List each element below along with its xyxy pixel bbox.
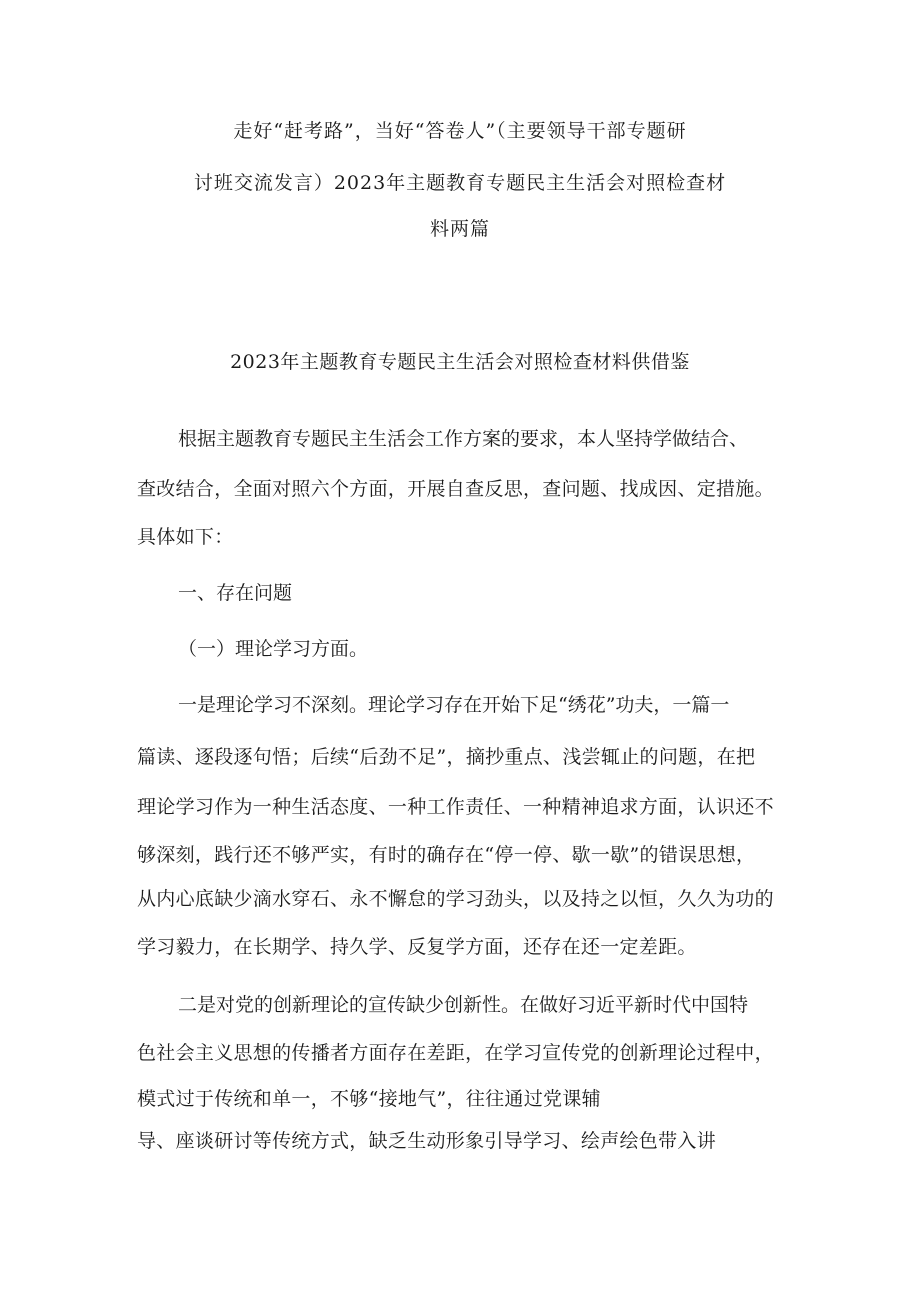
paragraph1-line-2: 篇读、逐段逐句悟；后续“后劲不足”，摘抄重点、浅尝辄止的问题，在把	[137, 746, 756, 768]
paragraph2-line-3: 模式过于传统和单一，不够“接地气”，往往通过党课辅	[137, 1088, 601, 1110]
title-line-3: 料两篇	[429, 218, 490, 240]
section-heading: 一、存在问题	[178, 582, 293, 604]
intro-line-1: 根据主题教育专题民主生活会工作方案的要求，本人坚持学做结合、	[178, 428, 749, 450]
paragraph1-line-5: 从内心底缺少滴水穿石、永不懈怠的学习劲头，以及持之以恒，久久为功的	[137, 888, 774, 910]
paragraph2-line-4: 导、座谈研讨等传统方式，缺乏生动形象引导学习、绘声绘色带入讲	[137, 1130, 717, 1152]
paragraph1-line-4: 够深刻，践行还不够严实，有时的确存在“停一停、歇一歇”的错误思想，	[137, 844, 756, 866]
paragraph1-line-6: 学习毅力，在长期学、持久学、反复学方面，还存在还一定差距。	[137, 936, 697, 958]
intro-line-2: 查改结合，全面对照六个方面，开展自查反思，查问题、找成因、定措施。	[137, 478, 774, 500]
title-line-2: 讨班交流发言）2023年主题教育专题民主生活会对照检查材	[193, 172, 727, 194]
title-line-1: 走好“赶考路”，当好“答卷人”（主要领导干部专题研	[233, 120, 687, 142]
paragraph1-line-1: 一是理论学习不深刻。理论学习存在开始下足“绣花”功夫，一篇一	[178, 694, 730, 716]
paragraph2-line-2: 色社会主义思想的传播者方面存在差距，在学习宣传党的创新理论过程中，	[137, 1042, 774, 1064]
paragraph2-line-1: 二是对党的创新理论的宣传缺少创新性。在做好习近平新时代中国特	[178, 994, 749, 1016]
document-subtitle: 2023年主题教育专题民主生活会对照检查材料供借鉴	[230, 351, 690, 373]
paragraph1-line-3: 理论学习作为一种生活态度、一种工作责任、一种精神追求方面，认识还不	[137, 796, 774, 818]
subsection-heading: （一）理论学习方面。	[178, 638, 369, 660]
intro-line-3: 具体如下：	[137, 526, 234, 548]
